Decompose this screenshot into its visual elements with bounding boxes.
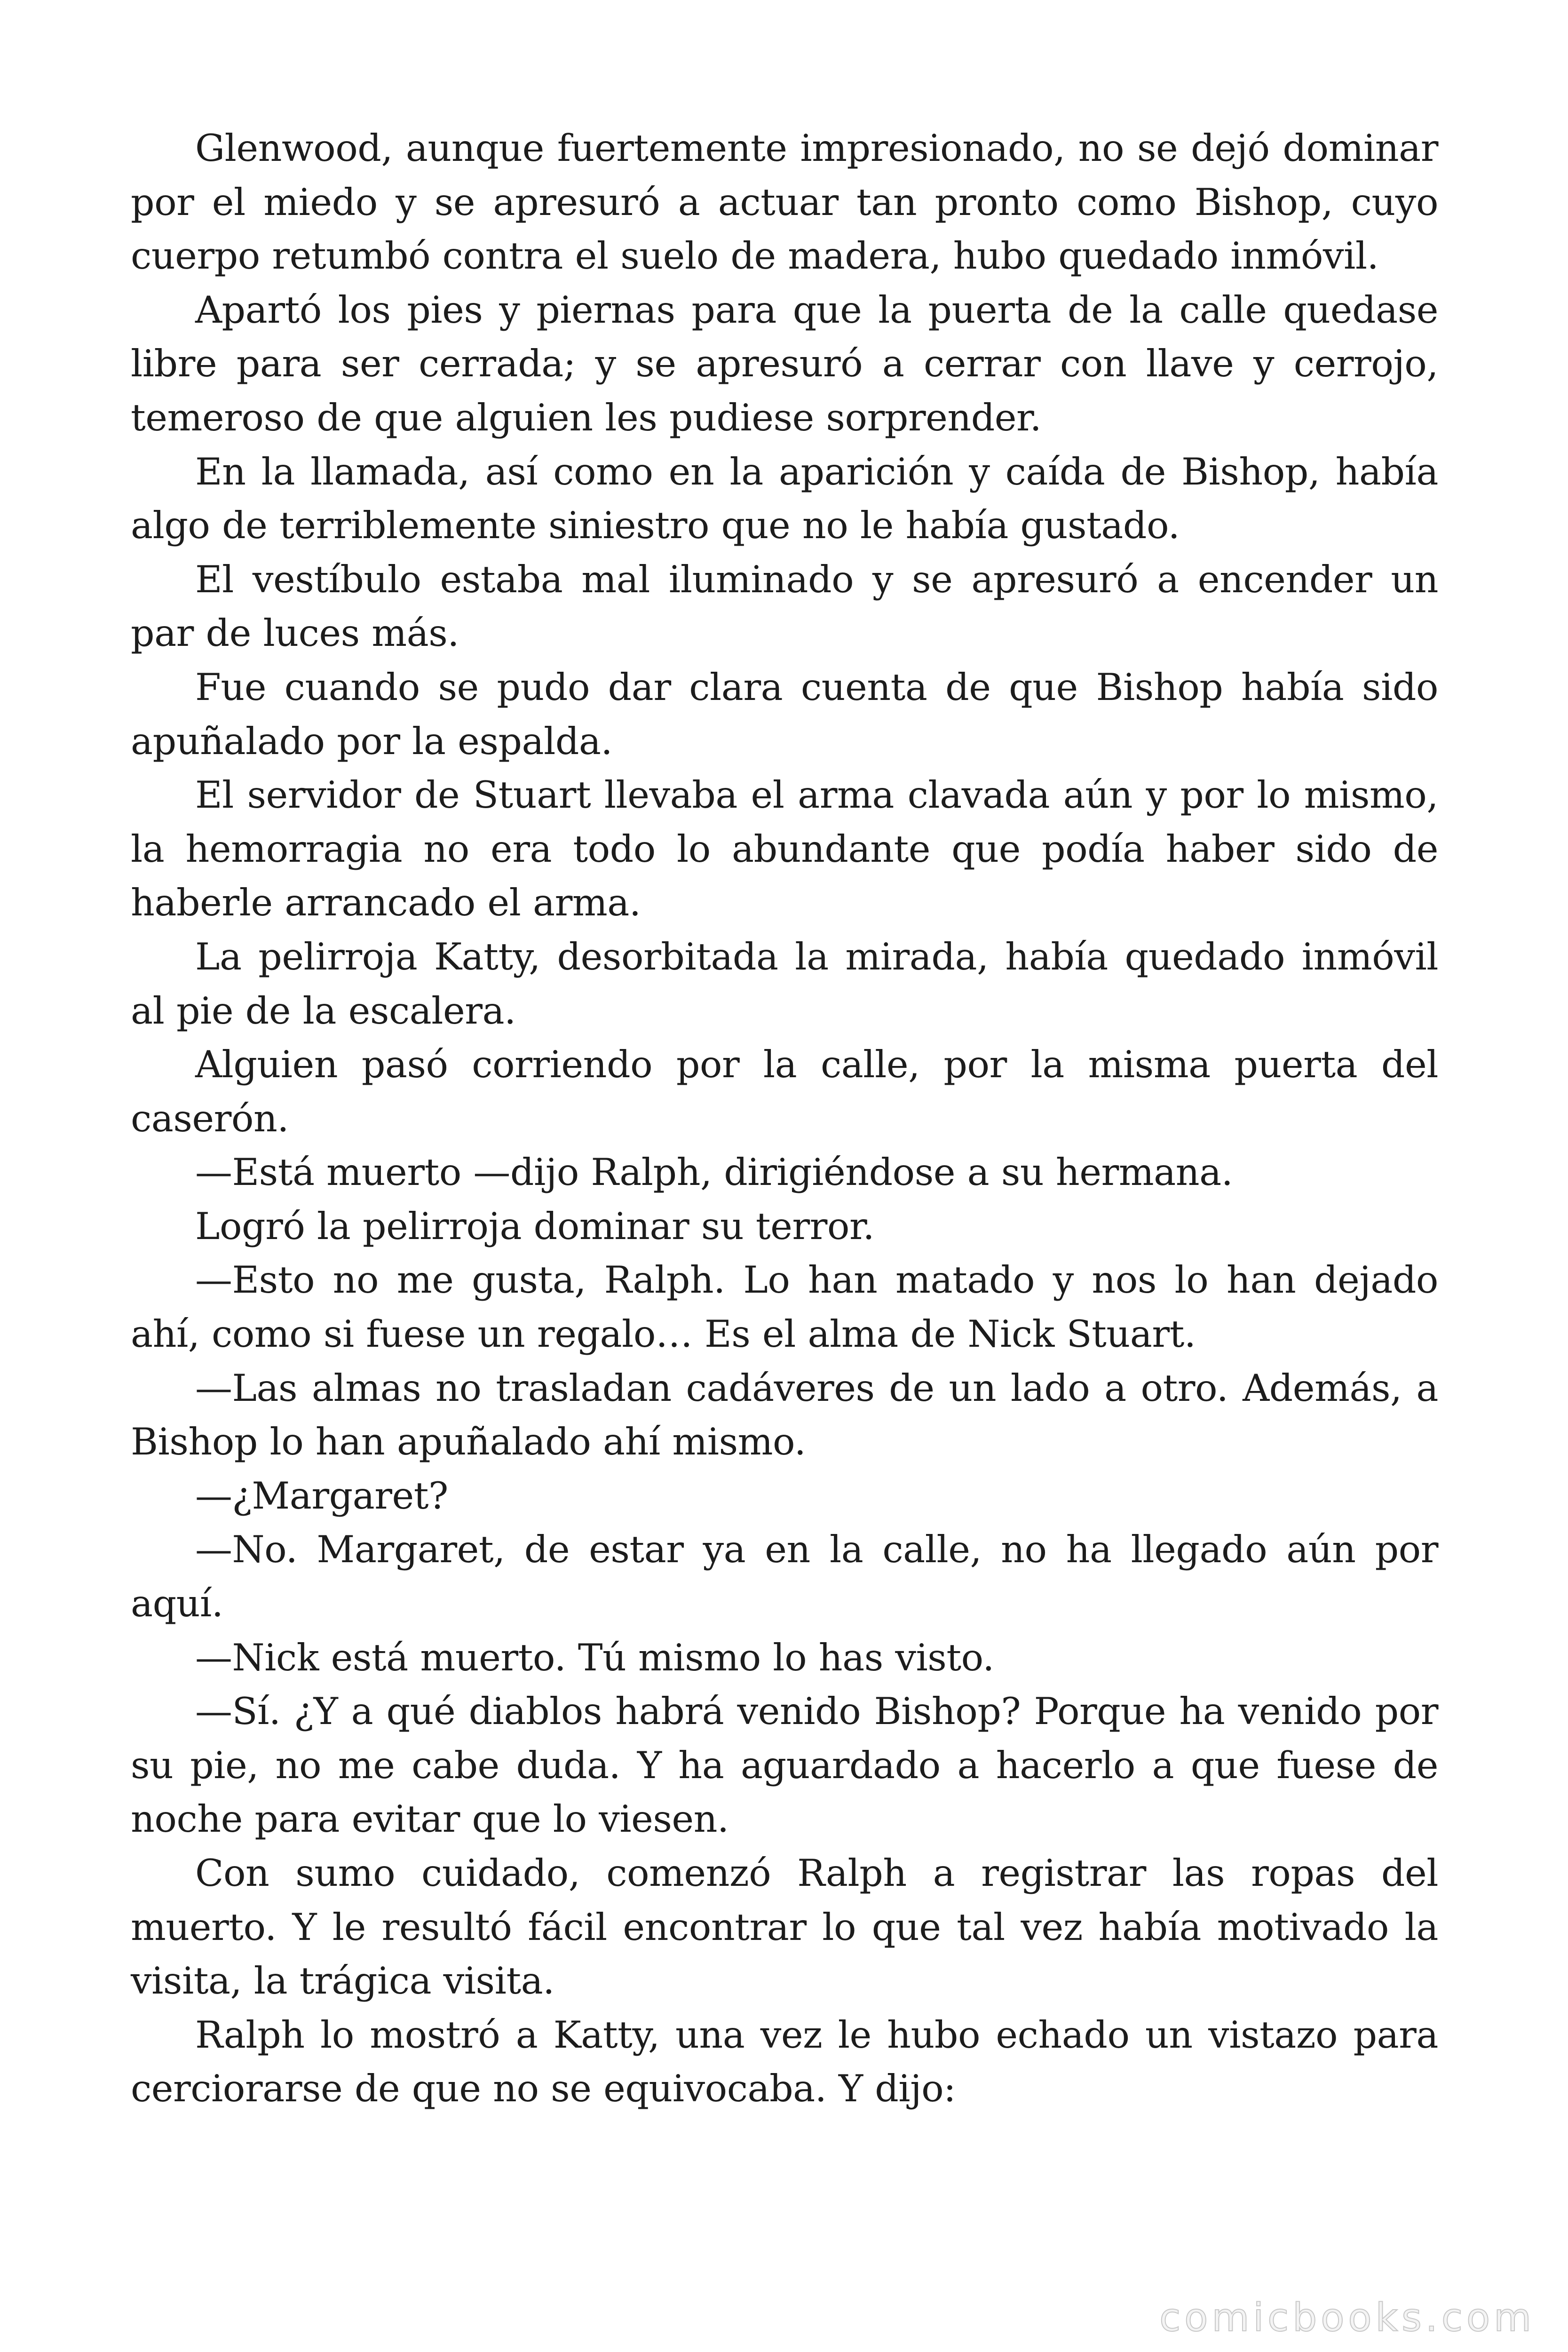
paragraph: —Esto no me gusta, Ralph. Lo han matado y nos lo han dejado ahí, como si fuese un regalo… Es el alma de Nick Stuart.	[131, 1258, 1438, 1356]
paragraph: La pelirroja Katty, desorbitada la mirada, había quedado inmóvil al pie de la escalera.	[131, 935, 1438, 1033]
paragraph: En la llamada, así como en la aparición y caída de Bishop, había algo de terriblemente siniestro que no le había gustado.	[131, 450, 1438, 548]
paragraph: —Nick está muerto. Tú mismo lo has visto.	[195, 1636, 994, 1679]
watermark: comicbooks.com	[1159, 2296, 1535, 2340]
paragraph: —Está muerto —dijo Ralph, dirigiéndose a su hermana.	[195, 1151, 1233, 1194]
paragraph: Alguien pasó corriendo por la calle, por la misma puerta del caserón.	[131, 1043, 1438, 1140]
page-text-body	[131, 121, 1438, 2116]
paragraph: Logró la pelirroja dominar su terror.	[195, 1204, 875, 1248]
paragraph: —Las almas no trasladan cadáveres de un lado a otro. Además, a Bishop lo han apuñalado ahí mismo.	[131, 1366, 1438, 1464]
paragraph: Fue cuando se pudo dar clara cuenta de que Bishop había sido apuñalado por la espalda.	[131, 665, 1438, 763]
paragraph: Ralph lo mostró a Katty, una vez le hubo echado un vistazo para cerciorarse de que no se equivocaba. Y dijo:	[131, 2013, 1438, 2111]
paragraph: —No. Margaret, de estar ya en la calle, no ha llegado aún por aquí.	[131, 1528, 1438, 1626]
paragraph: —Sí. ¿Y a qué diablos habrá venido Bishop? Porque ha venido por su pie, no me cabe duda. Y ha aguardado a hacerlo a que fuese de noche para evitar que lo viesen.	[131, 1690, 1438, 1841]
paragraph: El vestíbulo estaba mal iluminado y se apresuró a encender un par de luces más.	[131, 557, 1438, 655]
paragraph: Glenwood, aunque fuertemente impresionado, no se dejó dominar por el miedo y se apresuró a actuar tan pronto como Bishop, cuyo cuerpo retumbó contra el suelo de madera, hubo quedado inmóvil.	[131, 127, 1438, 278]
paragraph: El servidor de Stuart llevaba el arma clavada aún y por lo mismo, la hemorragia no era todo lo abundante que podía haber sido de haberle arrancado el arma.	[131, 773, 1438, 925]
paragraph: Apartó los pies y piernas para que la puerta de la calle quedase libre para ser cerrada; y se apresuró a cerrar con llave y cerrojo, temeroso de que alguien les pudiese sorprender.	[131, 288, 1438, 439]
paragraph: —¿Margaret?	[195, 1474, 448, 1518]
paragraph: Con sumo cuidado, comenzó Ralph a registrar las ropas del muerto. Y le resultó fácil encontrar lo que tal vez había motivado la visita, la trágica visita.	[131, 1851, 1438, 2003]
